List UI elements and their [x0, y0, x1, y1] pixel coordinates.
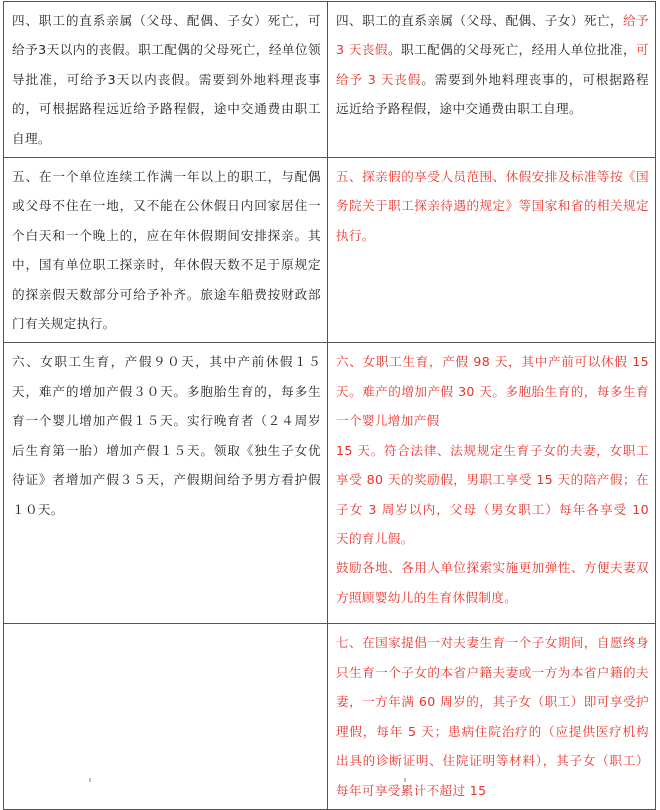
new-provision-text: [336, 6, 649, 124]
text-segment: 。需要到外地料理丧事的，可根据路程远近给予路程假，途中交通费由职工自理。: [336, 71, 649, 117]
comparison-table: [3, 1, 656, 810]
new-provision-text: 七、在国家提倡一对夫妻生育一个子女期间，自愿终身只生育一个子女的本省户籍夫妻或一方为本省户籍的夫妻，一方年满 60 周岁的，其子女（职工）即可享受护理假，每年 5 天；患病住院治疗的（应提供医疗机构出具的诊断证明、住院证明等材料），其子女（职工）每年可享受累计不超过 15: [336, 635, 649, 798]
old-provision-cell: [4, 2, 328, 158]
new-provision-cell: [328, 2, 656, 158]
text-segment: 四、职工的直系亲属（父母、配偶、子女）死亡，: [336, 13, 624, 28]
page-edge-mark: [89, 778, 91, 782]
old-provision-cell: [4, 343, 328, 624]
old-provision-text: 六、女职工生育，产假９０天，其中产前休假１５天，难产的增加产假３０天。多胞胎生育的，每多生育一个婴儿增加产假１５天。实行晚育者（２４周岁后生育第一胎）增加产假１５天。领取《独生子女优待证》者增加产假３５天，产假期间给予男方看护假１０天。: [12, 354, 321, 517]
new-provision-paragraph: 六、女职工生育，产假 98 天，其中产前可以休假 15 天。难产的增加产假 30 天。多胞胎生育的，每多生育一个婴儿增加产假: [336, 354, 649, 429]
table-row: [4, 2, 656, 158]
table-row: [4, 158, 656, 343]
table-row: [4, 343, 656, 624]
highlighted-change: 给予 3 天丧假: [336, 13, 650, 58]
new-provision-cell: [328, 343, 656, 624]
highlighted-change: 可给予 3 天丧假: [336, 42, 649, 87]
old-provision-text: 四、职工的直系亲属（父母、配偶、子女）死亡，可给予3天以内的丧假。职工配偶的父母死亡，经单位领导批准，可给予3天以内丧假。需要到外地料理丧事的，可根据路程远近给予路程假，途中交通费由职工自理。: [12, 13, 321, 146]
text-segment: 。职工配偶的父母死亡，经用人单位批准，: [388, 42, 637, 58]
old-provision-cell-empty: [4, 624, 328, 810]
old-provision-text: 五、在一个单位连续工作满一年以上的职工，与配偶或父母不住在一地，又不能在公休假日内回家居住一个白天和一个晚上的，应在年休假期间安排探亲。其中，国有单位职工探亲时，年休假天数不足于原规定的探亲假天数部分可给予补齐。旅途车船费按财政部门有关规定执行。: [12, 169, 321, 332]
page-edge-mark: [404, 778, 406, 782]
table-row: [4, 624, 656, 810]
new-provision-paragraph: 鼓励各地、各用人单位探索实施更加弹性、方便夫妻双方照顾婴幼儿的生育休假制度。: [336, 560, 649, 605]
new-provision-cell: [328, 158, 656, 343]
old-provision-cell: [4, 158, 328, 343]
new-provision-paragraph: 15 天。符合法律、法规规定生育子女的夫妻，女职工享受 80 天的奖励假，男职工享受 15 天的陪产假；在子女 3 周岁以内，父母（男女职工）每年各享受 10 天的育儿假。: [336, 442, 649, 546]
new-provision-cell: [328, 624, 656, 810]
new-provision-text: 五、探亲假的享受人员范围、休假安排及标准等按《国务院关于职工探亲待遇的规定》等国家和省的相关规定执行。: [336, 169, 649, 243]
